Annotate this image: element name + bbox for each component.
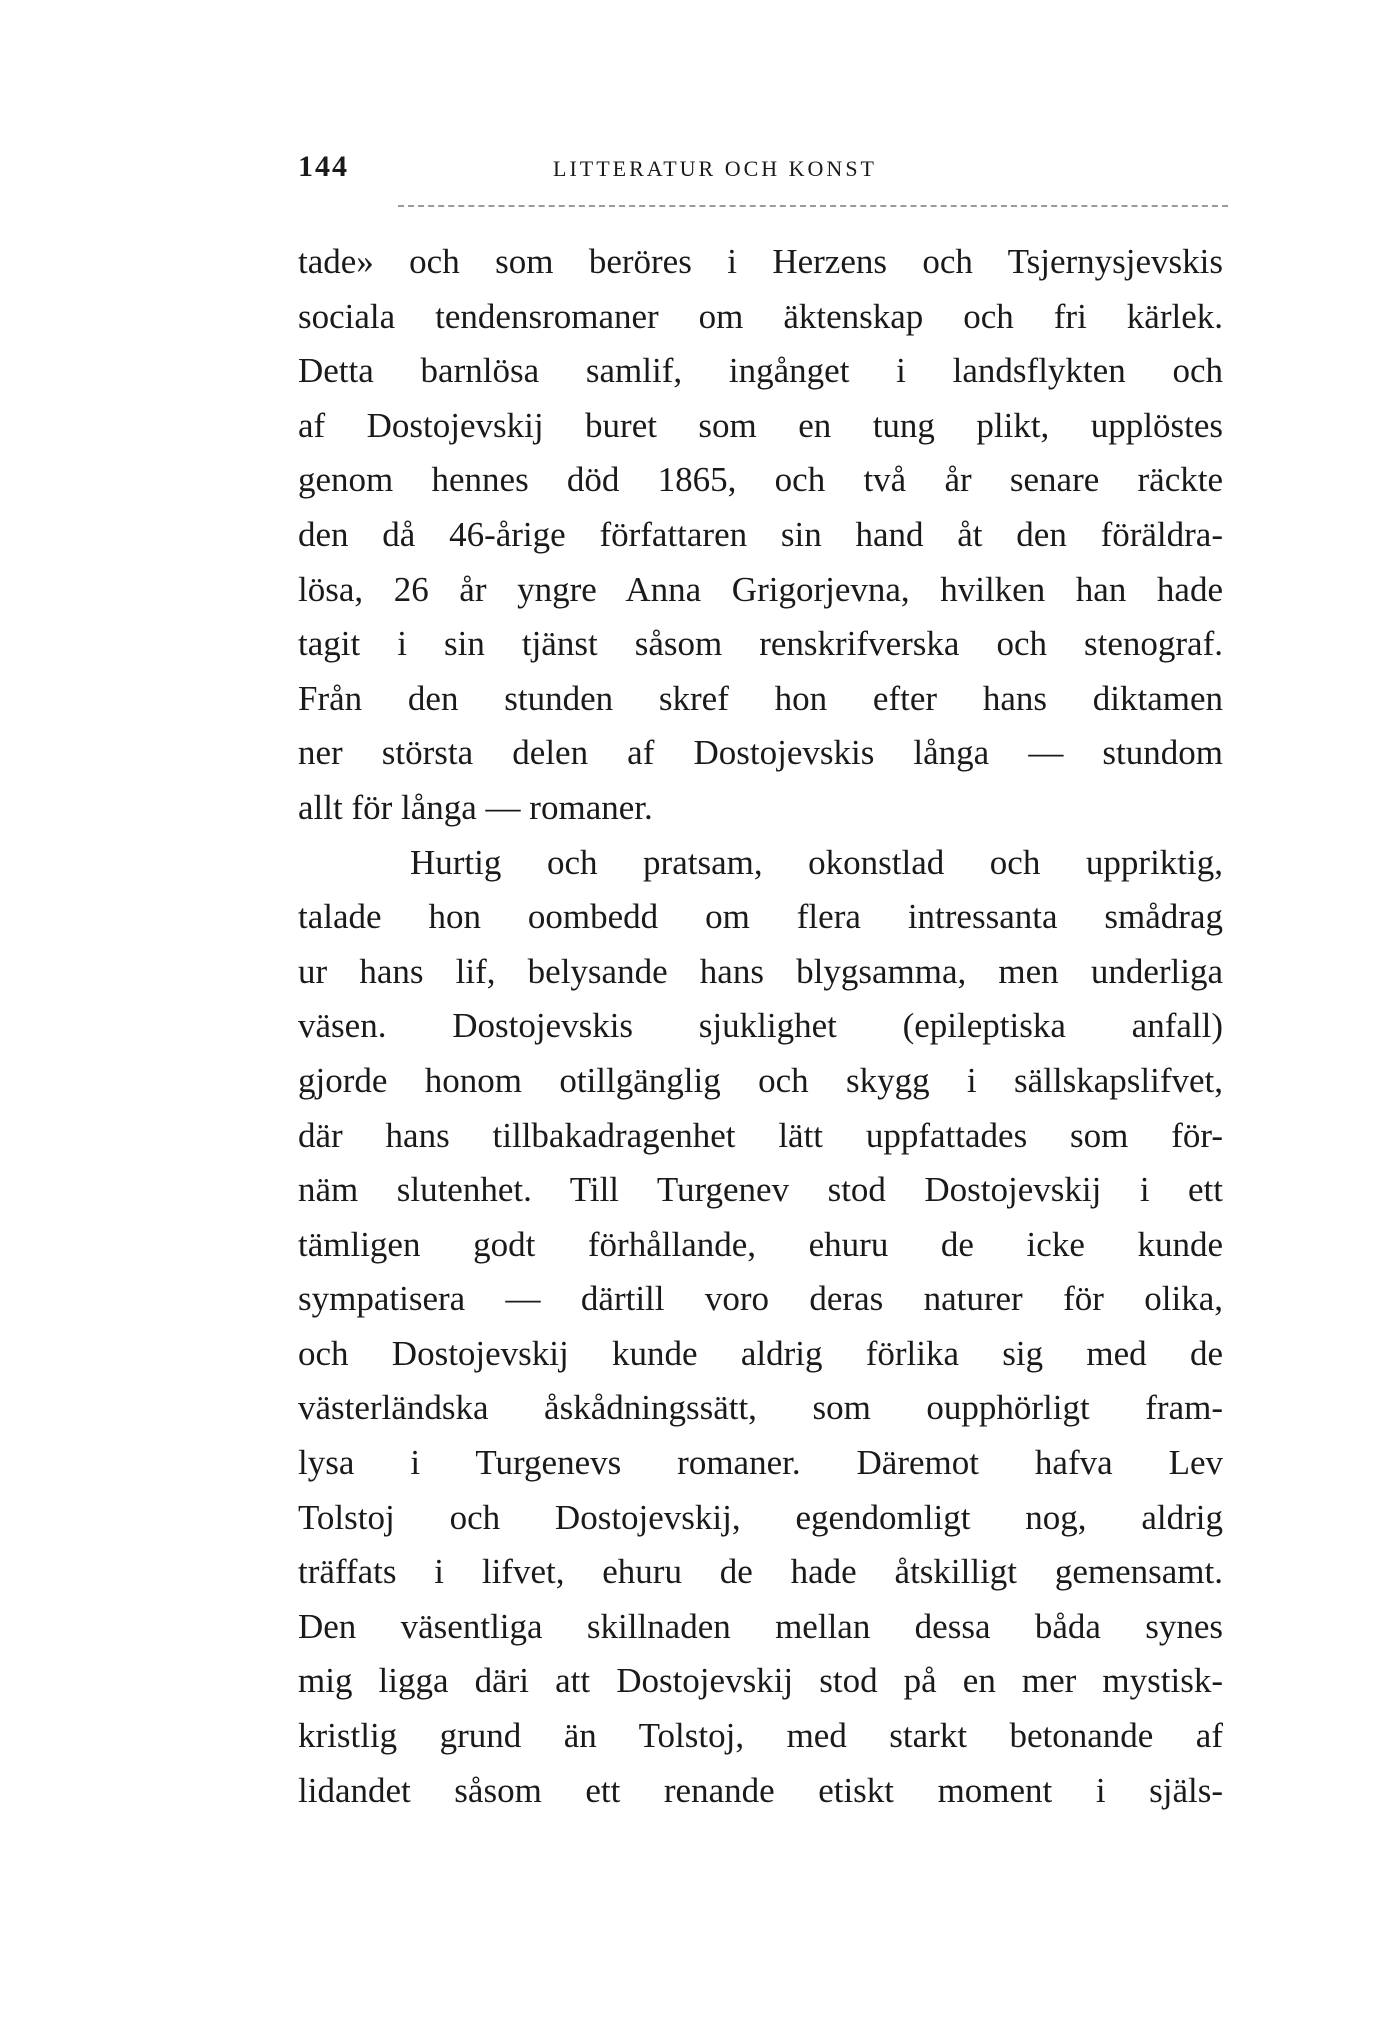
text-line: af Dostojevskij buret som en tung plikt, upplöstes (298, 405, 1223, 445)
text-line: gjorde honom otillgänglig och skygg i sällskapslifvet, (298, 1060, 1223, 1100)
text-line: träffats i lifvet, ehuru de hade åtskilligt gemensamt. (298, 1552, 1223, 1592)
header-rule (398, 205, 1228, 207)
text-line: och Dostojevskij kunde aldrig förlika sig med de (298, 1333, 1223, 1373)
text-line: lidandet såsom ett renande etiskt moment i själs- (298, 1770, 1223, 1810)
text-line: lysa i Turgenevs romaner. Däremot hafva Lev (298, 1443, 1223, 1483)
text-line: talade hon oombedd om flera intressanta smådrag (298, 897, 1223, 937)
text-line: mig ligga däri att Dostojevskij stod på en mer mystisk- (298, 1661, 1223, 1701)
page-number: 144 (298, 150, 349, 183)
text-line: Från den stunden skref hon efter hans diktamen (298, 678, 1223, 718)
text-line: lösa, 26 år yngre Anna Grigorjevna, hvilken han hade (298, 569, 1223, 609)
text-line: kristlig grund än Tolstoj, med starkt betonande af (298, 1716, 1223, 1756)
text-line: genom hennes död 1865, och två år senare räckte (298, 460, 1223, 500)
text-line: den då 46-årige författaren sin hand åt den föräldra- (298, 514, 1223, 554)
text-line: sympatisera — därtill voro deras naturer för olika, (298, 1279, 1223, 1319)
body-text (298, 235, 1223, 1818)
running-head: LITTERATUR OCH KONST (553, 156, 877, 181)
text-line: näm slutenhet. Till Turgenev stod Dostojevskij i ett (298, 1170, 1223, 1210)
text-line: ur hans lif, belysande hans blygsamma, men underliga (298, 951, 1223, 991)
text-line: Hurtig och pratsam, okonstlad och uppriktig, (410, 842, 1223, 882)
page-header (298, 150, 1233, 190)
text-line: tagit i sin tjänst såsom renskrifverska och stenograf. (298, 624, 1223, 664)
text-line: ner största delen af Dostojevskis långa — stundom (298, 733, 1223, 773)
text-line: Detta barnlösa samlif, ingånget i landsflykten och (298, 351, 1223, 391)
text-line: väsen. Dostojevskis sjuklighet (epileptiska anfall) (298, 1006, 1223, 1046)
text-line: där hans tillbakadragenhet lätt uppfattades som för- (298, 1115, 1223, 1155)
text-line: Den väsentliga skillnaden mellan dessa båda synes (298, 1606, 1223, 1646)
text-line: allt för långa — romaner. (298, 787, 653, 827)
text-line: tade» och som beröres i Herzens och Tsjernysjevskis (298, 242, 1223, 281)
text-line: sociala tendensromaner om äktenskap och fri kärlek. (298, 296, 1223, 336)
text-line: västerländska åskådningssätt, som oupphörligt fram- (298, 1388, 1223, 1428)
text-line: Tolstoj och Dostojevskij, egendomligt nog, aldrig (298, 1497, 1223, 1537)
text-line: tämligen godt förhållande, ehuru de icke kunde (298, 1224, 1223, 1264)
